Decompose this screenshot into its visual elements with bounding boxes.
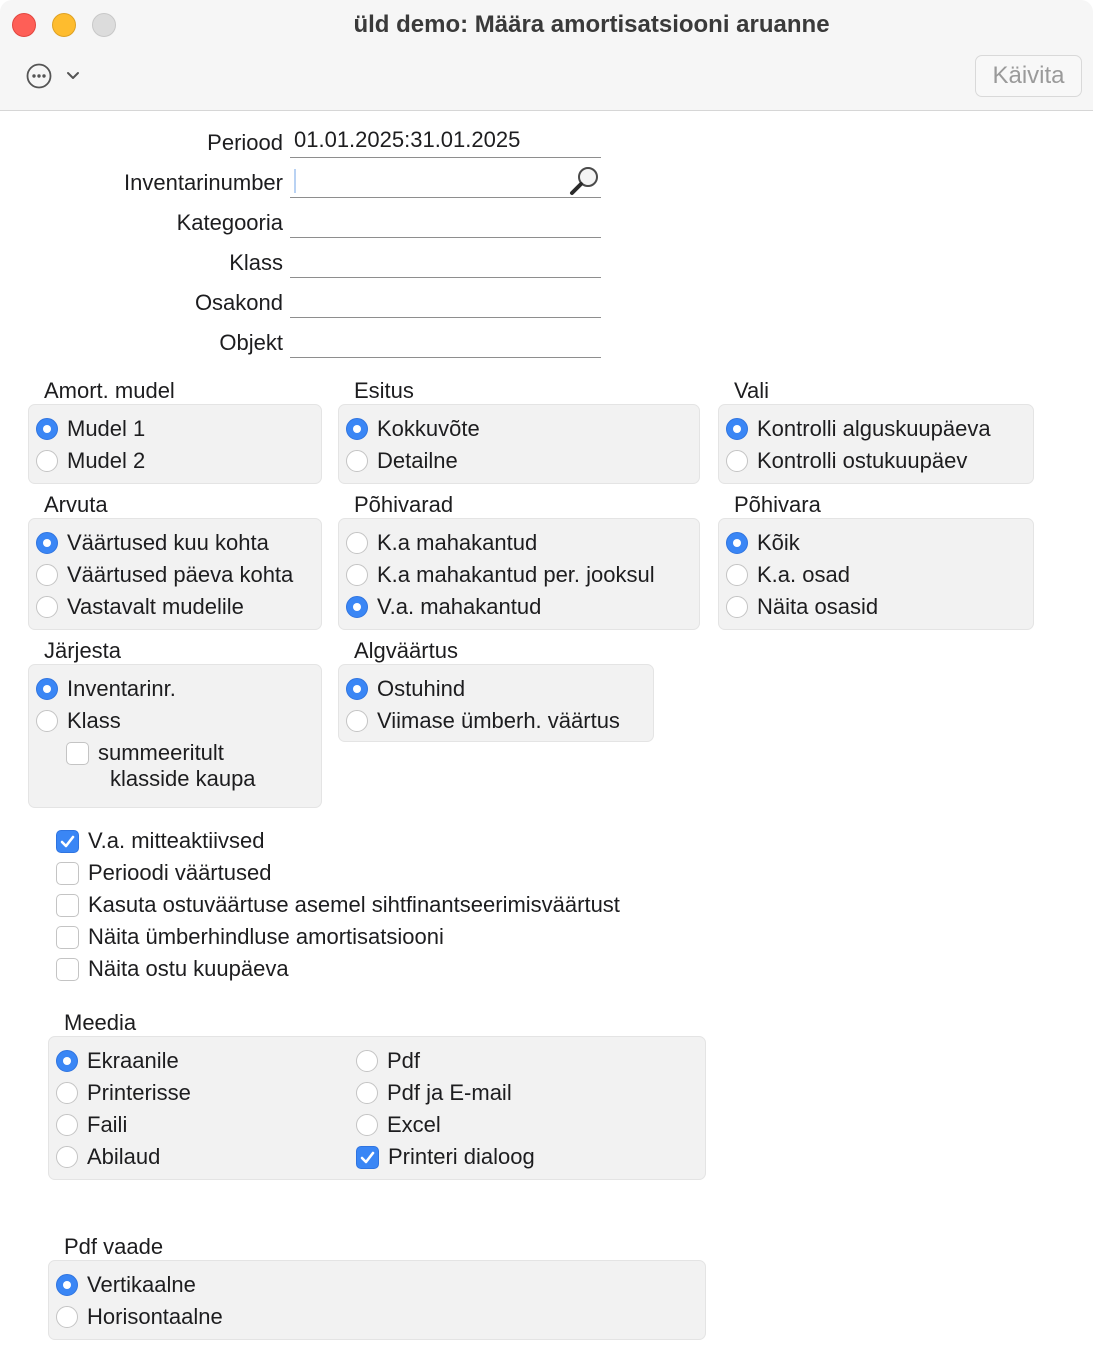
radio-button[interactable] bbox=[356, 1114, 378, 1136]
radio-button[interactable] bbox=[346, 532, 368, 554]
radio-model-1[interactable]: Mudel 1 bbox=[36, 416, 145, 442]
radio-button[interactable] bbox=[356, 1082, 378, 1104]
radio-pdf-email[interactable]: Pdf ja E-mail bbox=[356, 1080, 512, 1106]
radio-button[interactable] bbox=[346, 710, 368, 732]
select-title: Vali bbox=[734, 378, 770, 403]
radio-incl-written-off-period[interactable]: K.a mahakantud per. jooksul bbox=[346, 562, 655, 588]
radio-detailed[interactable]: Detailne bbox=[346, 448, 458, 474]
radio-button[interactable] bbox=[36, 678, 58, 700]
radio-button[interactable] bbox=[36, 450, 58, 472]
checkbox[interactable] bbox=[56, 862, 79, 885]
checkbox-period-values[interactable]: Perioodi väärtused bbox=[56, 860, 271, 886]
checkbox[interactable] bbox=[56, 830, 79, 853]
radio-landscape[interactable]: Horisontaalne bbox=[56, 1304, 223, 1330]
radio-excl-written-off[interactable]: V.a. mahakantud bbox=[346, 594, 541, 620]
checkbox-excl-inactive[interactable]: V.a. mitteaktiivsed bbox=[56, 828, 265, 854]
radio-file[interactable]: Faili bbox=[56, 1112, 127, 1138]
radio-button[interactable] bbox=[36, 710, 58, 732]
radio-values-per-month[interactable]: Väärtused kuu kohta bbox=[36, 530, 269, 556]
presentation-title: Esitus bbox=[354, 378, 414, 403]
radio-button[interactable] bbox=[36, 418, 58, 440]
checkbox-printer-dialog[interactable]: Printeri dialoog bbox=[356, 1144, 535, 1170]
radio-button[interactable] bbox=[36, 596, 58, 618]
title-bar bbox=[0, 0, 1093, 111]
radio-values-per-day[interactable]: Väärtused päeva kohta bbox=[36, 562, 293, 588]
window-title: üld demo: Määra amortisatsiooni aruanne bbox=[353, 11, 830, 38]
radio-clipboard[interactable]: Abilaud bbox=[56, 1144, 160, 1170]
radio-incl-parts[interactable]: K.a. osad bbox=[726, 562, 850, 588]
summarized-by-class-label-line2: klasside kaupa bbox=[110, 766, 256, 791]
radio-button[interactable] bbox=[56, 1146, 78, 1168]
radio-button[interactable] bbox=[726, 596, 748, 618]
calculate-title: Arvuta bbox=[44, 492, 108, 517]
radio-button[interactable] bbox=[56, 1114, 78, 1136]
radio-button[interactable] bbox=[56, 1274, 78, 1296]
class-input[interactable] bbox=[290, 244, 601, 278]
fixed-assets-title: Põhivarad bbox=[354, 492, 454, 517]
amort-model-title: Amort. mudel bbox=[44, 378, 175, 403]
radio-button[interactable] bbox=[726, 564, 748, 586]
radio-show-parts[interactable]: Näita osasid bbox=[726, 594, 878, 620]
category-input[interactable] bbox=[290, 204, 601, 238]
initial-value-title: Algväärtus bbox=[354, 638, 458, 663]
checkbox[interactable] bbox=[56, 958, 79, 981]
checkbox-show-purchase-date[interactable]: Näita ostu kuupäeva bbox=[56, 956, 289, 982]
radio-button[interactable] bbox=[36, 532, 58, 554]
radio-button[interactable] bbox=[346, 418, 368, 440]
period-input[interactable]: 01.01.2025:31.01.2025 bbox=[290, 124, 601, 158]
sort-title: Järjesta bbox=[44, 638, 122, 663]
radio-button[interactable] bbox=[346, 564, 368, 586]
radio-screen[interactable]: Ekraanile bbox=[56, 1048, 179, 1074]
inventory-number-label: Inventarinumber bbox=[124, 170, 283, 195]
department-label: Osakond bbox=[194, 290, 283, 315]
radio-incl-written-off[interactable]: K.a mahakantud bbox=[346, 530, 537, 556]
fixed-asset-title: Põhivara bbox=[734, 492, 821, 517]
text-caret bbox=[294, 169, 296, 193]
radio-summary[interactable]: Kokkuvõte bbox=[346, 416, 480, 442]
radio-button[interactable] bbox=[346, 450, 368, 472]
checkbox-use-target-financing[interactable]: Kasuta ostuväärtuse asemel sihtfinantseerimisväärtust bbox=[56, 892, 620, 918]
chevron-down-icon[interactable] bbox=[64, 66, 82, 84]
inventory-number-input[interactable] bbox=[290, 164, 601, 198]
radio-button[interactable] bbox=[726, 450, 748, 472]
checkbox[interactable] bbox=[56, 894, 79, 917]
radio-button[interactable] bbox=[726, 532, 748, 554]
checkbox[interactable] bbox=[56, 926, 79, 949]
radio-portrait[interactable]: Vertikaalne bbox=[56, 1272, 196, 1298]
radio-button[interactable] bbox=[56, 1306, 78, 1328]
media-title: Meedia bbox=[64, 1010, 137, 1035]
radio-button[interactable] bbox=[346, 596, 368, 618]
radio-inventory-no[interactable]: Inventarinr. bbox=[36, 676, 176, 702]
radio-button[interactable] bbox=[56, 1050, 78, 1072]
class-label: Klass bbox=[229, 250, 283, 275]
object-label: Objekt bbox=[219, 330, 283, 355]
radio-per-model[interactable]: Vastavalt mudelile bbox=[36, 594, 244, 620]
radio-class[interactable]: Klass bbox=[36, 708, 121, 734]
radio-printer[interactable]: Printerisse bbox=[56, 1080, 191, 1106]
radio-excel[interactable]: Excel bbox=[356, 1112, 441, 1138]
category-label: Kategooria bbox=[176, 210, 283, 235]
run-button[interactable]: Käivita bbox=[975, 55, 1082, 97]
radio-all[interactable]: Kõik bbox=[726, 530, 800, 556]
search-icon[interactable] bbox=[568, 164, 602, 196]
radio-check-start-date[interactable]: Kontrolli alguskuupäeva bbox=[726, 416, 991, 442]
summarized-by-class-checkbox[interactable]: summeeritult bbox=[66, 740, 224, 766]
radio-button[interactable] bbox=[36, 564, 58, 586]
department-input[interactable] bbox=[290, 284, 601, 318]
radio-purchase-price[interactable]: Ostuhind bbox=[346, 676, 465, 702]
pdf-view-title: Pdf vaade bbox=[64, 1234, 164, 1259]
radio-last-revalued-value[interactable]: Viimase ümberh. väärtus bbox=[346, 708, 620, 734]
checkbox-show-revaluation-amortization[interactable]: Näita ümberhindluse amortisatsiooni bbox=[56, 924, 444, 950]
radio-check-purchase-date[interactable]: Kontrolli ostukuupäev bbox=[726, 448, 967, 474]
radio-button[interactable] bbox=[356, 1050, 378, 1072]
more-options-icon[interactable] bbox=[26, 63, 52, 89]
checkbox[interactable] bbox=[356, 1146, 379, 1169]
radio-pdf[interactable]: Pdf bbox=[356, 1048, 420, 1074]
radio-button[interactable] bbox=[346, 678, 368, 700]
radio-button[interactable] bbox=[56, 1082, 78, 1104]
object-input[interactable] bbox=[290, 324, 601, 358]
period-label: Periood bbox=[207, 130, 283, 155]
radio-button[interactable] bbox=[726, 418, 748, 440]
radio-model-2[interactable]: Mudel 2 bbox=[36, 448, 145, 474]
checkbox[interactable] bbox=[66, 742, 89, 765]
